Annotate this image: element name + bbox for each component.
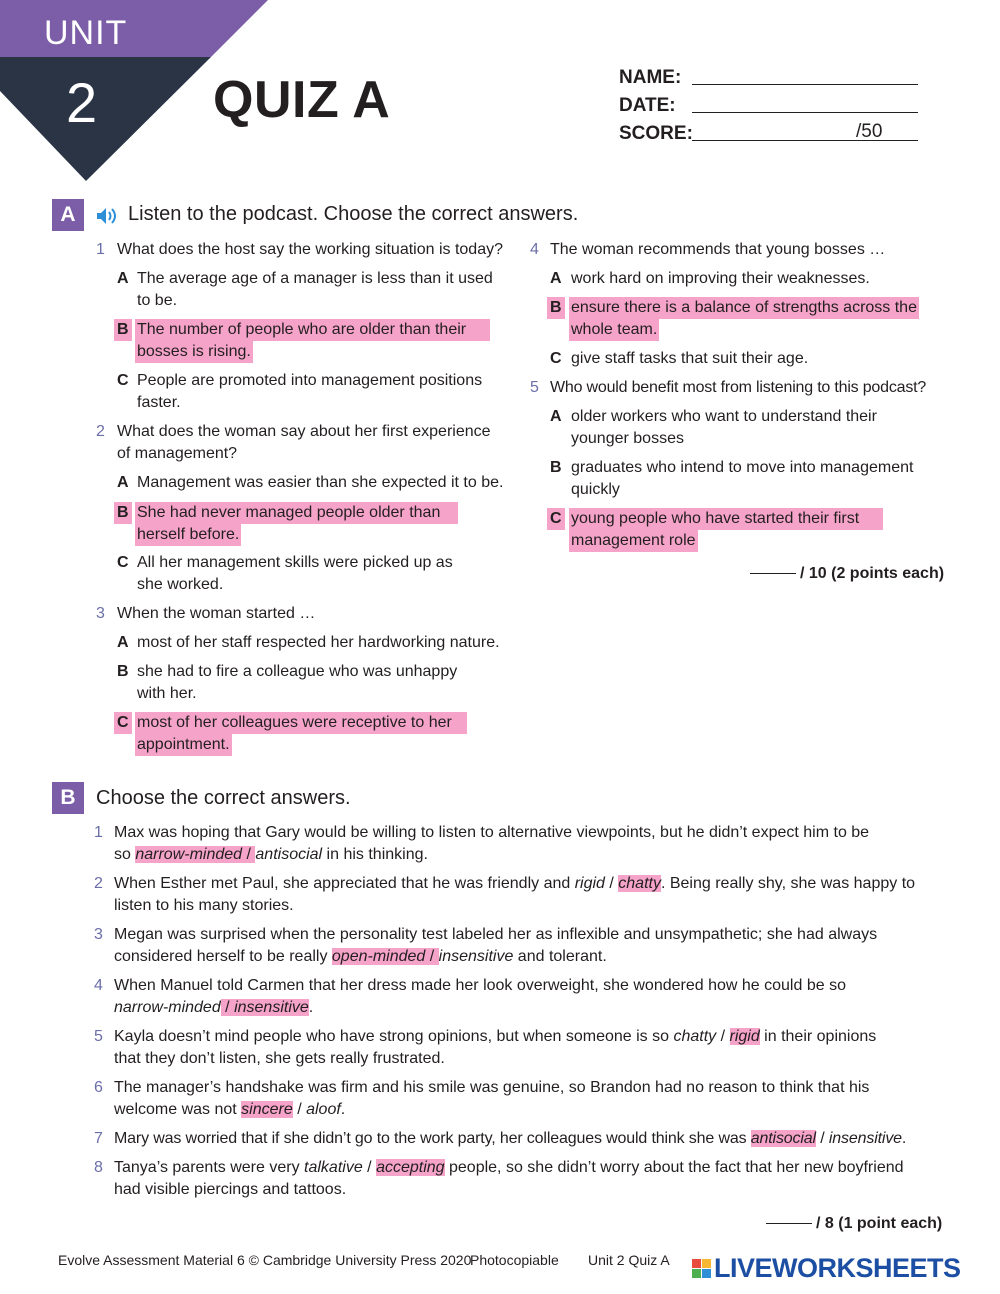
item-text: Megan was surprised when the personality test labeled her as inflexible and unsympathetic; she had always [114, 926, 878, 943]
item-line: When Esther met Paul, she appreciated that he was friendly and rigid / chatty. Being really shy, she was happy to [114, 875, 916, 892]
option-text-selected[interactable]: She had never managed people older than [135, 502, 458, 524]
choice-selected[interactable]: rigid [729, 1028, 760, 1045]
option-text[interactable]: younger bosses [571, 430, 684, 447]
option-letter[interactable]: C [117, 372, 129, 389]
points-text: / 10 (2 points each) [800, 565, 945, 582]
item-line: Mary was worried that if she didn’t go to the work party, her colleagues would think she was antisocial / insensitive. [114, 1130, 907, 1147]
option-text[interactable]: The average age of a manager is less than it used [137, 270, 493, 287]
item-number: 5 [94, 1028, 103, 1045]
section-a-points [750, 565, 944, 583]
option-letter[interactable]: A [117, 270, 129, 287]
item-line: considered herself to be really open-minded / insensitive and tolerant. [114, 948, 607, 965]
option-text-selected[interactable]: The number of people who are older than their [135, 319, 490, 341]
option-letter-selected[interactable]: B [114, 502, 132, 524]
item-line: so narrow-minded / antisocial in his thinking. [114, 846, 428, 863]
choice-selected[interactable]: accepting [376, 1159, 445, 1176]
option-letter-selected[interactable]: B [114, 319, 132, 341]
section-a-instruction: Listen to the podcast. Choose the correct answers. [128, 203, 579, 225]
choice[interactable]: insensitive [828, 1130, 902, 1147]
unit-label: UNIT [44, 14, 128, 52]
item-number: 2 [94, 875, 103, 892]
item-line: Tanya’s parents were very talkative / accepting people, so she didn’t worry about the fact that her new boyfriend [114, 1159, 904, 1176]
option-text[interactable]: she had to fire a colleague who was unhappy [137, 663, 458, 680]
choice[interactable]: insensitive [438, 948, 514, 965]
score-total: /50 [856, 121, 883, 142]
item-number: 1 [94, 824, 103, 841]
question-text: What does the host say the working situation is today? [117, 241, 503, 258]
question-number: 3 [96, 605, 105, 622]
option-letter-selected[interactable]: B [547, 297, 565, 319]
page-title: QUIZ A [213, 71, 391, 129]
item-text: that they don’t listen, she gets really frustrated. [114, 1050, 445, 1067]
item-line: Kayla doesn’t mind people who have strong opinions, but when someone is so chatty / rigid in their opinions [114, 1028, 877, 1045]
points-blank[interactable] [750, 573, 796, 574]
option-letter[interactable]: A [550, 408, 562, 425]
section-b-badge: B [52, 782, 84, 814]
option-letter[interactable]: A [117, 634, 129, 651]
name-field[interactable] [692, 84, 918, 85]
name-label: NAME: [619, 67, 682, 88]
option-text[interactable]: graduates who intend to move into management [571, 459, 914, 476]
question-text: of management? [117, 445, 238, 462]
option-letter[interactable]: B [550, 459, 562, 476]
option-text-selected[interactable]: ensure there is a balance of strengths across the [569, 297, 919, 319]
question-text: Who would benefit most from listening to this podcast? [550, 379, 927, 396]
audio-speaker-icon[interactable] [96, 206, 118, 226]
option-text-selected[interactable]: whole team. [569, 319, 659, 341]
choice-selected[interactable]: narrow-minded / [135, 846, 256, 863]
option-text-selected[interactable]: most of her colleagues were receptive to her [135, 712, 467, 734]
option-text-selected[interactable]: appointment. [135, 734, 232, 756]
question-text: When the woman started … [117, 605, 316, 622]
option-text-selected[interactable]: bosses is rising. [135, 341, 253, 363]
footer-copyright: Evolve Assessment Material 6 © Cambridge University Press 2020 [58, 1252, 472, 1268]
choice[interactable]: talkative [304, 1159, 363, 1176]
option-letter[interactable]: A [117, 474, 129, 491]
score-field[interactable] [692, 140, 918, 141]
choice-selected[interactable]: antisocial [750, 1130, 816, 1147]
date-field[interactable] [692, 112, 918, 113]
unit-banner [0, 0, 268, 57]
footer-quiz-ref: Unit 2 Quiz A [588, 1252, 670, 1268]
option-letter[interactable]: C [117, 554, 129, 571]
logo-text: LIVEWORKSHEETS [714, 1253, 961, 1283]
question-number: 4 [530, 241, 539, 258]
option-letter-selected[interactable]: C [114, 712, 132, 734]
option-letter[interactable]: B [117, 663, 129, 680]
option-text-selected[interactable]: herself before. [135, 524, 241, 546]
unit-number: 2 [66, 71, 98, 134]
item-number: 8 [94, 1159, 103, 1176]
footer-photocopiable: Photocopiable [470, 1252, 559, 1268]
choice[interactable]: rigid [574, 875, 605, 892]
option-text[interactable]: give staff tasks that suit their age. [571, 350, 809, 367]
item-text: listen to his many stories. [114, 897, 294, 914]
points-text: / 8 (1 point each) [816, 1215, 943, 1232]
section-b-points [766, 1215, 942, 1233]
choice[interactable]: chatty [673, 1028, 717, 1045]
item-line: welcome was not sincere / aloof. [114, 1101, 346, 1118]
option-text[interactable]: All her management skills were picked up as [137, 554, 453, 571]
item-number: 7 [94, 1130, 103, 1147]
option-text[interactable]: most of her staff respected her hardworking nature. [137, 634, 500, 651]
item-number: 6 [94, 1079, 103, 1096]
section-a-badge: A [52, 199, 84, 231]
option-text[interactable]: faster. [137, 394, 181, 411]
unit-number-banner [0, 57, 211, 181]
item-number: 3 [94, 926, 103, 943]
item-line: narrow-minded / insensitive. [114, 999, 314, 1016]
choice[interactable]: antisocial [255, 846, 323, 863]
question-number: 1 [96, 241, 105, 258]
date-label: DATE: [619, 95, 676, 116]
choice-selected[interactable]: / insensitive [220, 999, 309, 1016]
option-text[interactable]: work hard on improving their weaknesses. [571, 270, 870, 287]
item-number: 4 [94, 977, 103, 994]
liveworksheets-logo[interactable] [692, 1253, 961, 1283]
option-letter[interactable]: C [550, 350, 562, 367]
choice[interactable]: aloof [306, 1101, 341, 1118]
item-text: had visible piercings and tattoos. [114, 1181, 347, 1198]
option-letter[interactable]: A [550, 270, 562, 287]
option-text[interactable]: quickly [571, 481, 620, 498]
question-number: 5 [530, 379, 539, 396]
points-blank[interactable] [766, 1223, 812, 1224]
section-b-instruction: Choose the correct answers. [96, 787, 351, 809]
option-text-selected[interactable]: young people who have started their first [569, 508, 883, 530]
choice-selected[interactable]: chatty [618, 875, 661, 892]
item-text: The manager’s handshake was firm and his smile was genuine, so Brandon had no reason to think that his [114, 1079, 870, 1096]
item-text: When Manuel told Carmen that her dress made her look overweight, she wondered how he could be so [114, 977, 846, 994]
option-text[interactable]: People are promoted into management positions [137, 372, 483, 389]
question-text: What does the woman say about her first experience [117, 423, 491, 440]
question-number: 2 [96, 423, 105, 440]
option-letter-selected[interactable]: C [547, 508, 565, 530]
option-text[interactable]: Management was easier than she expected it to be. [137, 474, 504, 491]
option-text-selected[interactable]: management role [569, 530, 698, 552]
choice-selected[interactable]: open-minded / [331, 948, 439, 965]
choice[interactable]: narrow-minded [114, 999, 221, 1016]
score-label: SCORE: [619, 123, 693, 144]
logo-cubes-icon [692, 1259, 711, 1278]
option-text[interactable]: she worked. [137, 576, 224, 593]
item-text: Max was hoping that Gary would be willing to listen to alternative viewpoints, but he didn’t expect him to be [114, 824, 870, 841]
option-text[interactable]: with her. [137, 685, 197, 702]
question-text: The woman recommends that young bosses … [550, 241, 886, 258]
choice-selected[interactable]: sincere [241, 1101, 293, 1118]
option-text[interactable]: to be. [137, 292, 178, 309]
option-text[interactable]: older workers who want to understand their [571, 408, 877, 425]
